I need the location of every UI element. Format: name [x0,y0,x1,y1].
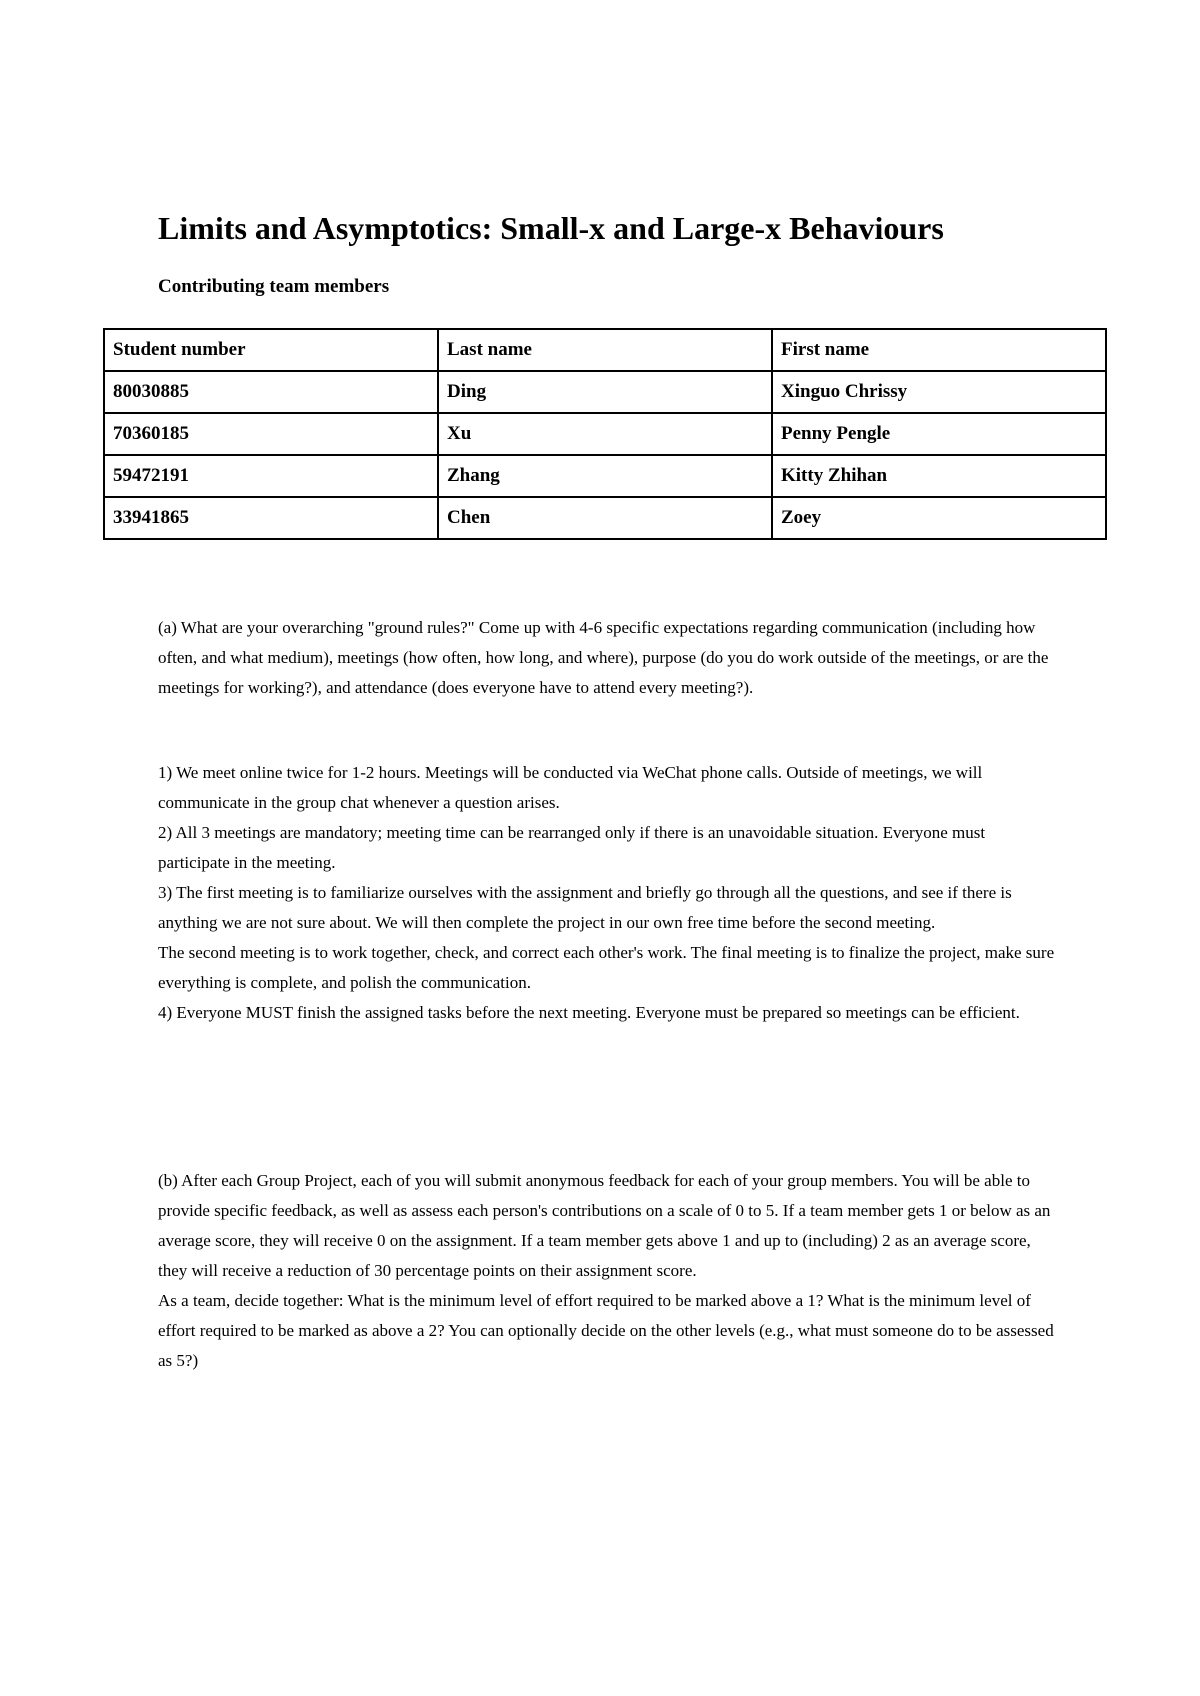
ground-rule-item: 1) We meet online twice for 1-2 hours. Meetings will be conducted via WeChat phone calls. Outside of meetings, we will communicate in the group chat whenever a question arises. [158,763,983,812]
first-name-cell: Kitty Zhihan [772,455,1106,497]
last-name-cell: Ding [438,371,772,413]
header-first-name: First name [772,329,1106,371]
table-row [104,413,1106,455]
ground-rule-item: 2) All 3 meetings are mandatory; meeting time can be rearranged only if there is an unavoidable situation. Everyone must participate in the meeting. [158,823,986,872]
question-a [158,613,1058,703]
ground-rule-item: 3) The first meeting is to familiarize ourselves with the assignment and briefly go through all the questions, and see if there is anything we are not sure about. We will then complete the project in our own free time before the second meeting. [158,883,1012,932]
team-members-heading: Contributing team members [158,276,390,297]
document-title: Limits and Asymptotics: Small-x and Large-x Behaviours [158,210,944,246]
header-last-name: Last name [438,329,772,371]
last-name-cell: Chen [438,497,772,539]
table-row [104,371,1106,413]
first-name-cell: Zoey [772,497,1106,539]
question-a-text: (a) What are your overarching "ground rules?" Come up with 4-6 specific expectations regarding communication (including how often, and what medium), meetings (how often, how long, and where), purpose (do you do work outside of the meetings, or are the meetings for working?), and attendance (does everyone have to attend every meeting?). [158,618,1049,697]
question-b-followup: As a team, decide together: What is the minimum level of effort required to be marked above a 1? What is the minimum level of effort required to be marked as above a 2? You can optionally decide on the other levels (e.g., what must someone do to be assessed as 5?) [158,1291,1054,1370]
last-name-cell: Zhang [438,455,772,497]
header-student-number: Student number [104,329,438,371]
table-header-row [104,329,1106,371]
ground-rule-item: 4) Everyone MUST finish the assigned tasks before the next meeting. Everyone must be prepared so meetings can be efficient. [158,1003,1020,1022]
table-row [104,455,1106,497]
team-members-table [103,328,1107,540]
first-name-cell: Xinguo Chrissy [772,371,1106,413]
ground-rules-answer [158,758,1058,1028]
question-b-text: (b) After each Group Project, each of you will submit anonymous feedback for each of your group members. You will be able to provide specific feedback, as well as assess each person's contributions on a scale of 0 to 5. If a team member gets 1 or below as an average score, they will receive 0 on the assignment. If a team member gets above 1 and up to (including) 2 as an average score, they will receive a reduction of 30 percentage points on their assignment score. [158,1171,1051,1280]
ground-rule-item: The second meeting is to work together, check, and correct each other's work. The final meeting is to finalize the project, make sure everything is complete, and polish the communication. [158,943,1055,992]
student-number-cell: 80030885 [104,371,438,413]
first-name-cell: Penny Pengle [772,413,1106,455]
last-name-cell: Xu [438,413,772,455]
table-row [104,497,1106,539]
student-number-cell: 33941865 [104,497,438,539]
student-number-cell: 59472191 [104,455,438,497]
question-b [158,1166,1058,1376]
student-number-cell: 70360185 [104,413,438,455]
